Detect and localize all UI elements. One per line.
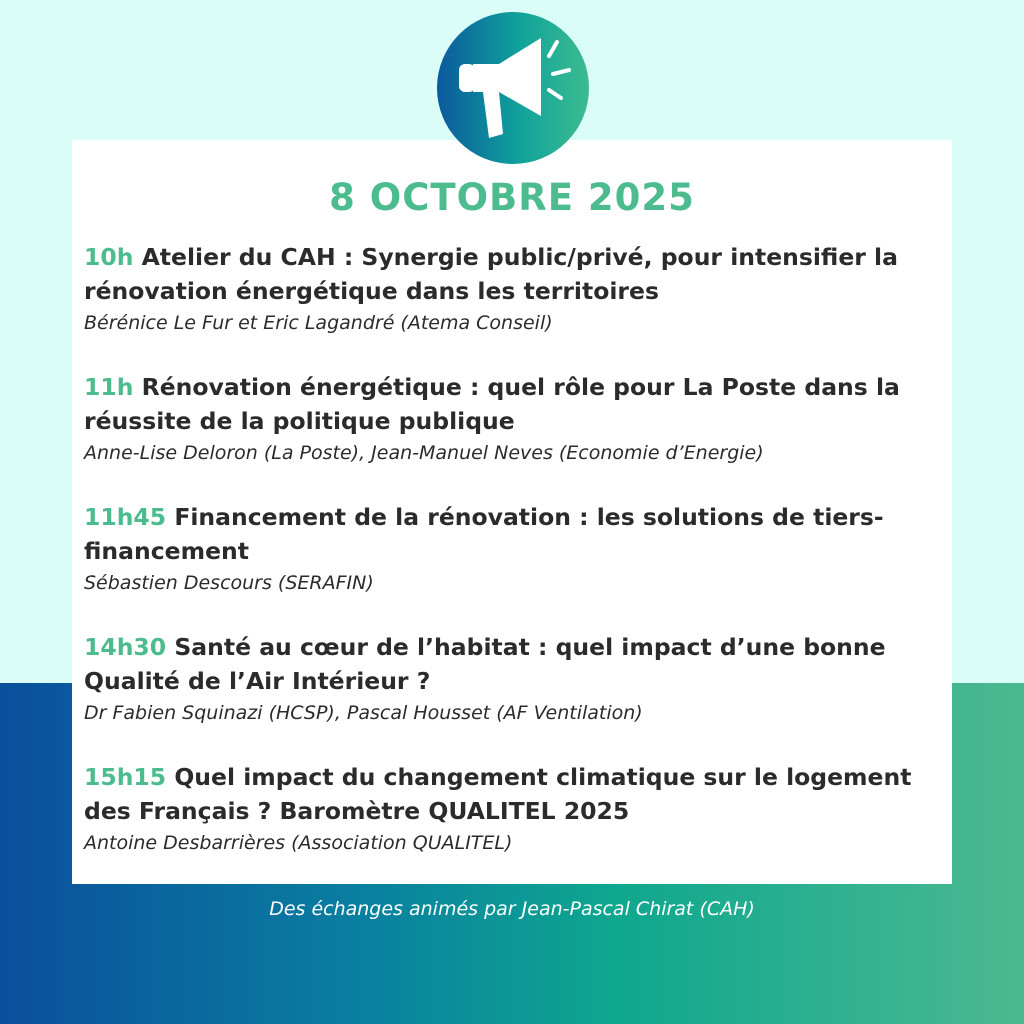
megaphone-icon (437, 12, 589, 164)
session-speakers: Dr Fabien Squinazi (HCSP), Pascal Housset (AF Ventilation) (84, 702, 643, 724)
session-title (84, 760, 944, 828)
event-date-title: 8 OCTOBRE 2025 (329, 176, 695, 219)
session-item (84, 370, 944, 468)
session-title (84, 370, 944, 438)
session-time: 14h30 (84, 633, 167, 661)
session-item (84, 240, 944, 338)
session-speakers: Bérénice Le Fur et Eric Lagandré (Atema Conseil) (84, 312, 553, 334)
session-item (84, 500, 944, 598)
session-title (84, 500, 944, 568)
session-time: 15h15 (84, 763, 167, 791)
megaphone-badge (437, 12, 589, 164)
session-time: 11h (84, 373, 134, 401)
session-title-text: Quel impact du changement climatique sur le logement des Français ? Baromètre QUALITEL 2025 (84, 763, 912, 825)
session-time: 11h45 (84, 503, 167, 531)
session-item (84, 760, 944, 858)
session-title-text: Santé au cœur de l’habitat : quel impact d’une bonne Qualité de l’Air Intérieur ? (84, 633, 886, 695)
session-speakers: Anne-Lise Deloron (La Poste), Jean-Manuel Neves (Economie d’Energie) (84, 442, 764, 464)
session-item (84, 630, 944, 728)
session-time: 10h (84, 243, 134, 271)
session-title (84, 630, 944, 698)
moderator-note: Des échanges animés par Jean-Pascal Chirat (CAH) (269, 898, 755, 920)
session-speakers: Sébastien Descours (SERAFIN) (84, 572, 374, 594)
session-title-text: Financement de la rénovation : les solutions de tiers-financement (84, 503, 884, 565)
session-title-text: Rénovation énergétique : quel rôle pour La Poste dans la réussite de la politique publique (84, 373, 900, 435)
session-title (84, 240, 944, 308)
session-title-text: Atelier du CAH : Synergie public/privé, pour intensifier la rénovation énergétique dans les territoires (84, 243, 898, 305)
session-speakers: Antoine Desbarrières (Association QUALITEL) (84, 832, 513, 854)
